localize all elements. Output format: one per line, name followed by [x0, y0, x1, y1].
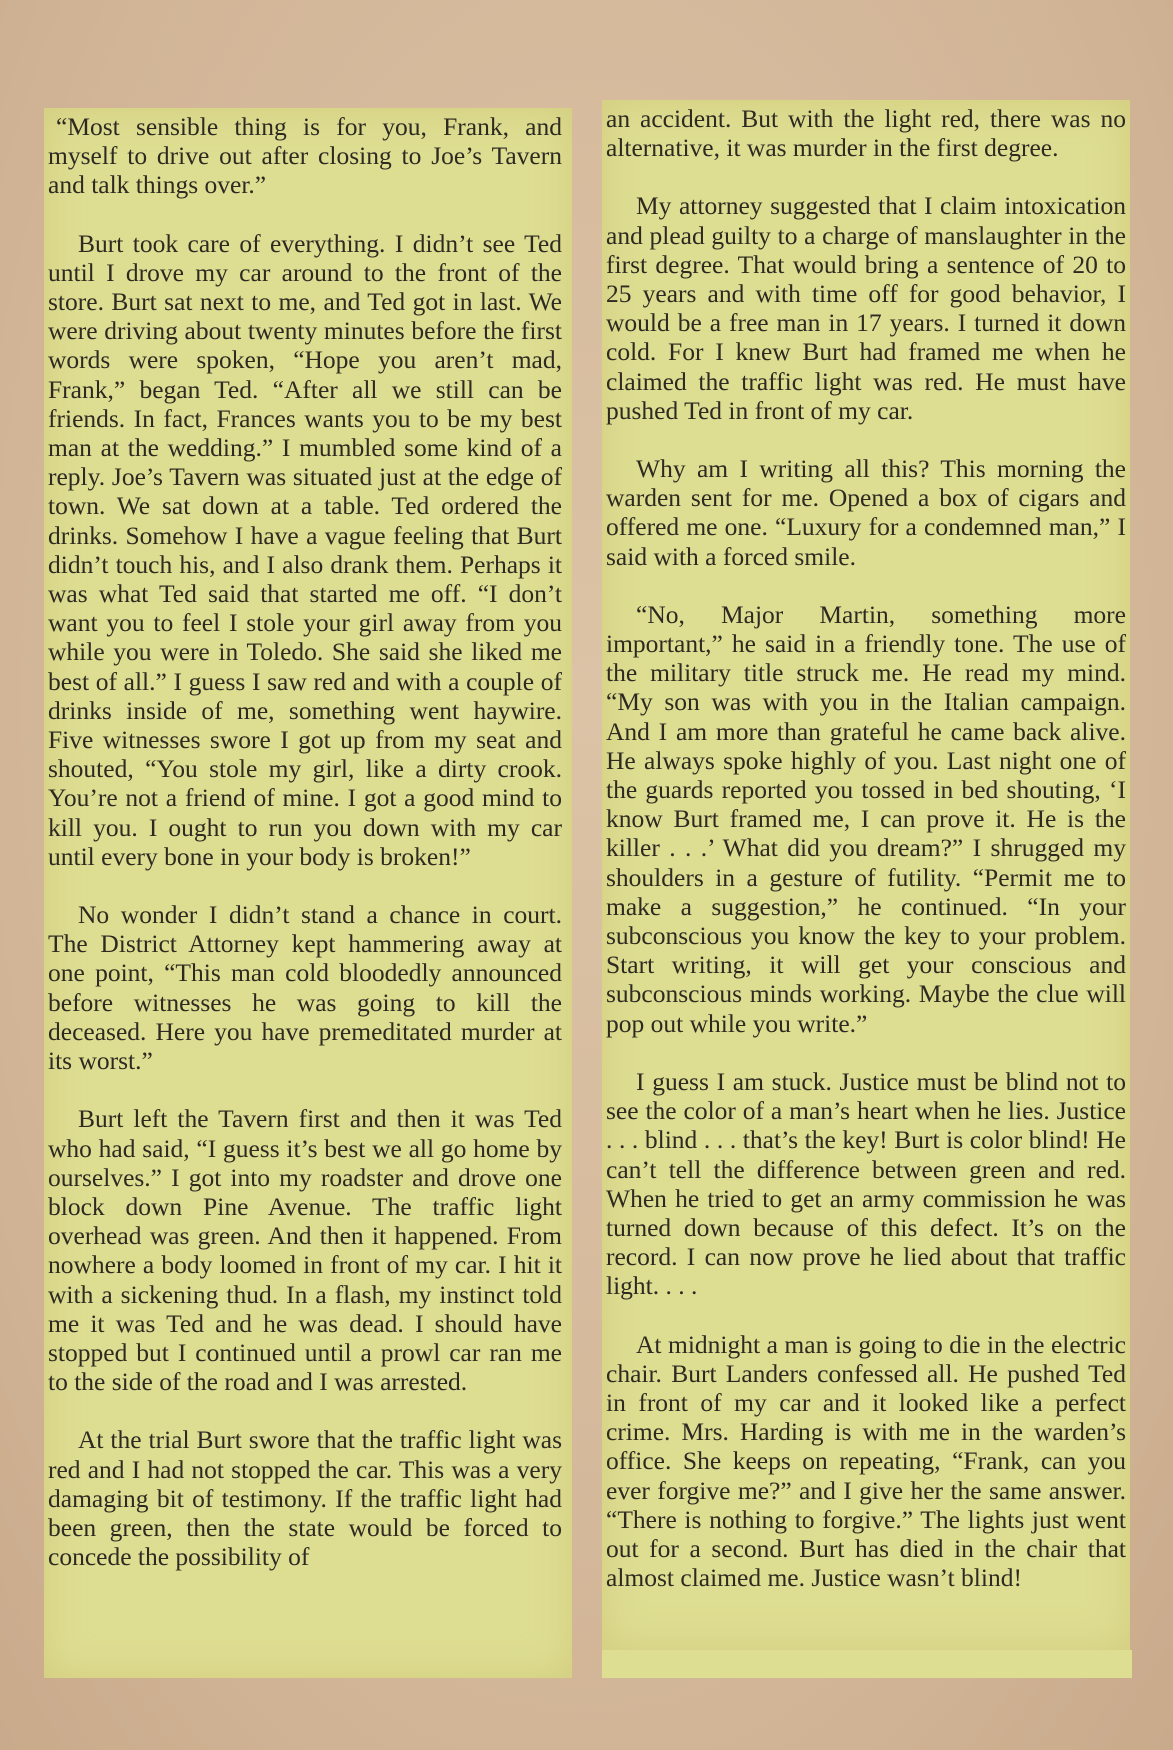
paragraph: “Most sensible thing is for you, Frank, and myself to drive out after closing to Joe’s Tavern and talk things over.” — [48, 112, 562, 200]
paragraph: an accident. But with the light red, there was no alternative, it was murder in the first degree. — [606, 104, 1126, 163]
paragraph: My attorney suggested that I claim intoxication and plead guilty to a charge of manslaughter in the first degree. That would bring a sentence of 20 to 25 years and with time off for good behavior, I would be a free man in 17 years. I turned it down cold. For I knew Burt had framed me when he claimed the traffic light was red. He must have pushed Ted in front of my car. — [606, 191, 1126, 425]
paragraph: I guess I am stuck. Justice must be blind not to see the color of a man’s heart when he lies. Justice . . . blind . . . that’s the key! Burt is color blind! He can’t tell the difference between green and red. When he tried to get an army commission he was turned down because of this defect. It’s on the record. I can now prove he lied about that traffic light. . . . — [606, 1066, 1126, 1301]
paragraph: Why am I writing all this? This morning the warden sent for me. Opened a box of cigars and offered me one. “Luxury for a condemned man,” I said with a forced smile. — [606, 454, 1126, 571]
paragraph: No wonder I didn’t stand a chance in court. The District Attorney kept hammering away at one point, “This man cold bloodedly announced before witnesses he was going to kill the deceased. Here you have premeditated murder at its worst.” — [48, 900, 562, 1076]
column-background — [602, 1650, 1132, 1678]
paragraph: At the trial Burt swore that the traffic light was red and I had not stopped the car. This was a very damaging bit of testimony. If the traffic light had been green, then the state would be forced to concede the possibility of — [48, 1425, 562, 1572]
paragraph: “No, Major Martin, something more important,” he said in a friendly tone. The use of the military title struck me. He read my mind. “My son was with you in the Italian campaign. And I am more than grateful he came back alive. He always spoke highly of you. Last night one of the guards reported you tossed in bed shouting, ‘I know Burt framed me, I can prove it. He is the killer . . .’ What did you dream?” I shrugged my shoulders in a gesture of futility. “Permit me to make a suggestion,” he continued. “In your subconscious you know the key to your problem. Start writing, it will get your conscious and subconscious minds working. Maybe the clue will pop out while you write.” — [606, 599, 1126, 1038]
right-text-column — [602, 100, 1130, 1650]
paragraph: At midnight a man is going to die in the electric chair. Burt Landers confessed all. He pushed Ted in front of my car and it looked like a perfect crime. Mrs. Harding is with me in the warden’s office. She keeps on repeating, “Frank, can you ever forgive me?” and I give her the same answer. “There is nothing to forgive.” The lights just went out for a second. Burt has died in the chair that almost claimed me. Justice wasn’t blind! — [606, 1329, 1126, 1593]
paragraph: Burt took care of everything. I didn’t see Ted until I drove my car around to the front of the store. Burt sat next to me, and Ted got in last. We were driving about twenty minutes before the first words were spoken, “Hope you aren’t mad, Frank,” began Ted. “After all we still can be friends. In fact, Frances wants you to be my best man at the wedding.” I mumbled some kind of a reply. Joe’s Tavern was situated just at the edge of town. We sat down at a table. Ted ordered the drinks. Somehow I have a vague feeling that Burt didn’t touch his, and I also drank them. Perhaps it was what Ted said that started me off. “I don’t want you to feel I stole your girl away from you while you were in Toledo. She said she liked me best of all.” I guess I saw red and with a couple of drinks inside of me, something went haywire. Five witnesses swore I got up from my seat and shouted, “You stole my girl, like a dirty crook. You’re not a friend of mine. I got a good mind to kill you. I ought to run you down with my car until every bone in your body is broken!” — [48, 228, 562, 871]
paragraph: Burt left the Tavern first and then it was Ted who had said, “I guess it’s best we all go home by ourselves.” I got into my roadster and drove one block down Pine Avenue. The traffic light overhead was green. And then it happened. From nowhere a body loomed in front of my car. I hit it with a sickening thud. In a flash, my instinct told me it was Ted and he was dead. I should have stopped but I continued until a prowl car ran me to the side of the road and I was arrested. — [48, 1104, 562, 1397]
left-text-column — [44, 108, 572, 1678]
